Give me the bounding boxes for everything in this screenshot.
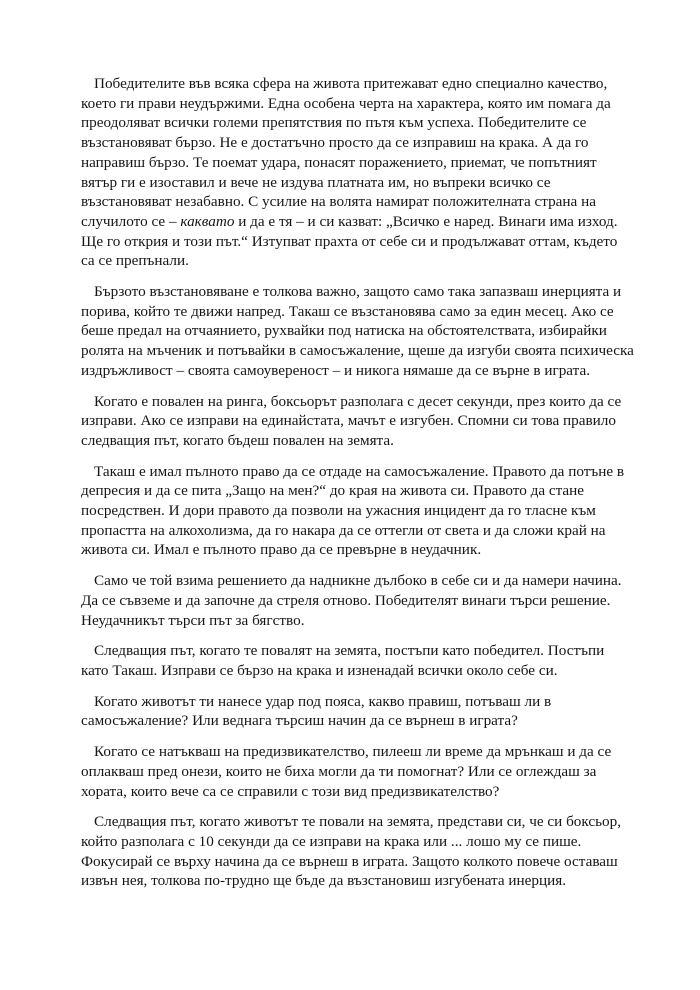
paragraph-7 [81, 692, 634, 731]
paragraph-3 [81, 392, 634, 451]
paragraph-8-text: Когато се натъкваш на предизвикателство, пилееш ли време да мрънкаш и да се оплакваш пред онези, които не биха могли да ти помогнат? Или се оглеждаш за хората, които вече са се справили с този вид предизвикателство? [81, 743, 612, 800]
paragraph-4-text: Такаш е имал пълното право да се отдаде на самосъжаление. Правото да потъне в депресия и да се пита „Защо на мен?“ до края на живота си. Правото да стане посредствен. И дори правото да позволи на ужасния инцидент да го тласне към пропастта на алкохолизма, да го накара да се оттегли от света и да сложи край на живота си. Имал е пълното право да се превърне в неудачник. [81, 462, 625, 559]
paragraph-1-italic-word: каквато [180, 212, 235, 230]
paragraph-1 [81, 74, 634, 271]
paragraph-3-text: Когато е повален на ринга, боксьорът разполага с десет секунди, през които да се изправи. Ако се изправи на единайстата, мачът е изгубен. Спомни си това правило следващия път, когато бъдеш повален на земята. [81, 392, 622, 449]
paragraph-8 [81, 742, 634, 801]
paragraph-2 [81, 282, 634, 381]
paragraph-7-text: Когато животът ти нанесе удар под пояса, какво правиш, потъваш ли в самосъжаление? Или веднага търсиш начин да се върнеш в играта? [81, 692, 552, 730]
paragraph-2-text: Бързото възстановяване е толкова важно, защото само така запазваш инерцията и порива, който те движи напред. Такаш се възстановява само за един месец. Ако се беше предал на отчаянието, рухвайки под натиска на обстоятелствата, избирайки ролята на мъченик и потъвайки в самосъжаление, щеше да изгуби своята психическа издръжливост – своята самоувереност – и никога нямаше да се върне в играта. [81, 283, 634, 379]
document-body [81, 74, 634, 902]
paragraph-4 [81, 462, 634, 561]
paragraph-9 [81, 812, 634, 891]
paragraph-6-text: Следващия път, когато те повалят на земята, постъпи като победител. Постъпи като Такаш. Изправи се бързо на крака и изненадай всички около себе си. [81, 642, 605, 679]
paragraph-5-text: Само че той взима решението да надникне дълбоко в себе си и да намери начина. Да се съвземе и да започне да стреля отново. Победителят винаги търси решение. Неудачникът търси път за бягство. [81, 572, 622, 629]
paragraph-1-text-a: Победителите във всяка сфера на живота притежават едно специално качество, което ги прави неудържими. Една особена черта на характера, която им помага да преодоляват всички големи препятствия по пътя към успеха. Победителите се възстановяват бързо. Не е достатъчно просто да се изправиш на крака. А да го направиш бързо. Те поемат удара, понасят поражението, приемат, че попътният вятър ги е изоставил и вече не издува платната им, но въпреки всичко се възстановяват незабавно. С усилие на волята намират положителната страна на случилото се – [81, 75, 611, 230]
paragraph-9-text: Следващия път, когато животът те повали на земята, представи си, че си боксьор, който разполага с 10 секунди да се изправи на крака или ... лошо му се пише. Фокусирай се върху начина да се върнеш в играта. Защото колкото повече оставаш извън нея, толкова по-трудно ще бъде да възстановиш изгубената инерция. [81, 813, 622, 890]
paragraph-6 [81, 641, 634, 680]
paragraph-1-text-b: и да е тя – и си казват: „Всичко е наред. Винаги има изход. Ще го открия и този път.“ Изтупват прахта от себе си и продължават оттам, където са се препънали. [81, 212, 618, 270]
paragraph-5 [81, 571, 634, 630]
